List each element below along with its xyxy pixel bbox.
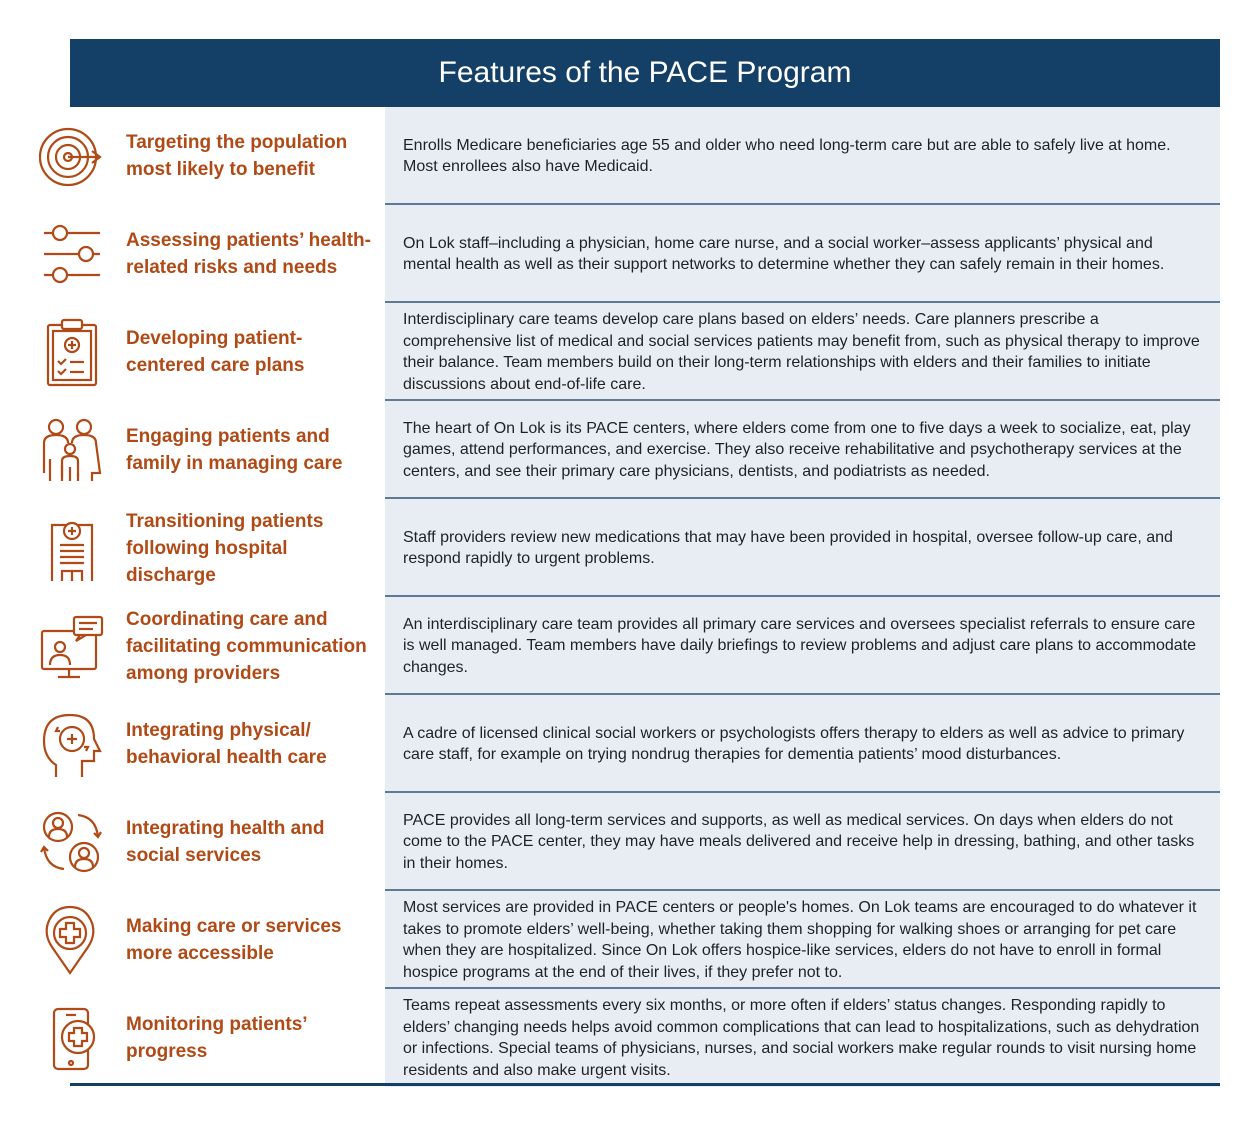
feature-title: Transitioning patients following hospital discharge bbox=[126, 510, 324, 586]
table-row bbox=[70, 499, 1220, 597]
feature-title: Integrating health and social services bbox=[126, 818, 325, 866]
telehealth-icon bbox=[38, 611, 106, 681]
feature-title: Monitoring patients’ progress bbox=[126, 1014, 307, 1062]
feature-title: Developing patient-centered care plans bbox=[126, 328, 305, 376]
feature-description: Interdisciplinary care teams develop care plans based on elders’ needs. Care planners prescribe a comprehensive list of medical and social services patients may benefit from, such as physical therapy to improve their balance. Team members build on their long-term relationships with elders and their families to initiate discussions about end-of-life care. bbox=[403, 311, 1200, 393]
feature-title: Targeting the population most likely to benefit bbox=[126, 132, 348, 180]
table-bottom-rule bbox=[70, 1083, 1220, 1086]
target-icon bbox=[38, 121, 106, 191]
table-row bbox=[70, 401, 1220, 499]
feature-title: Integrating physical/ behavioral health care bbox=[126, 720, 327, 768]
feature-description: On Lok staff–including a physician, home care nurse, and a social worker–assess applicants’ physical and mental health as well as their support networks to determine whether they can safely remain in their homes. bbox=[403, 234, 1165, 273]
table-row bbox=[70, 989, 1220, 1087]
sliders-icon bbox=[38, 219, 106, 289]
feature-title: Engaging patients and family in managing care bbox=[126, 426, 343, 474]
page-title: Features of the PACE Program bbox=[70, 39, 1220, 107]
feature-description: A cadre of licensed clinical social workers or psychologists offers therapy to elders as well as advice to primary care staff, for example on trying nondrug therapies for dementia patients’ mood disturbances. bbox=[403, 724, 1185, 763]
table-row bbox=[70, 597, 1220, 695]
location-cross-icon bbox=[38, 905, 106, 975]
table-row bbox=[70, 303, 1220, 401]
head-health-icon bbox=[38, 709, 106, 779]
feature-description: An interdisciplinary care team provides all primary care services and oversees specialist referrals to ensure care is well managed. Team members have daily briefings to review problems and adjust care plans to accommodate changes. bbox=[403, 615, 1196, 676]
feature-title: Coordinating care and facilitating communication among providers bbox=[126, 608, 367, 684]
table-row bbox=[70, 891, 1220, 989]
feature-description: The heart of On Lok is its PACE centers, where elders come from one to five days a week to socialize, eat, play games, attend performances, and exercise. They also receive rehabilitative and psychotherapy services at the centers, and see their primary care physicians, dentists, and podiatrists as needed. bbox=[403, 419, 1191, 480]
table-row bbox=[70, 107, 1220, 205]
clipboard-icon bbox=[38, 317, 106, 387]
mobile-health-icon bbox=[38, 1003, 106, 1073]
feature-title: Assessing patients’ health-related risks and needs bbox=[126, 230, 371, 278]
feature-description: Most services are provided in PACE centers or people's homes. On Lok teams are encouraged to do whatever it takes to promote elders’ well-being, whether taking them shopping for walking shoes or arranging for pet care when they are hospitalized. Since On Lok offers hospice-like services, elders do not have to enroll in formal hospice programs at the end of their lives, if they prefer not to. bbox=[403, 899, 1197, 981]
feature-title: Making care or services more accessible bbox=[126, 916, 342, 964]
family-icon bbox=[38, 415, 106, 485]
table-row bbox=[70, 205, 1220, 303]
table-row bbox=[70, 695, 1220, 793]
hospital-discharge-icon bbox=[38, 513, 106, 583]
feature-description: PACE provides all long-term services and supports, as well as medical services. On days when elders do not come to the PACE center, they may have meals delivered and receive help in dressing, bathing, and other tasks in their homes. bbox=[403, 811, 1195, 872]
feature-description: Staff providers review new medications that may have been provided in hospital, oversee follow-up care, and respond rapidly to urgent problems. bbox=[403, 528, 1173, 567]
feature-description: Teams repeat assessments every six months, or more often if elders’ status changes. Responding rapidly to elders’ changing needs helps avoid common complications that can lead to hospitalizations, such as dehydration or infections. Special teams of physicians, nurses, and social workers make regular rounds to visit nursing home residents and also make urgent visits. bbox=[403, 997, 1200, 1079]
table-row bbox=[70, 793, 1220, 891]
feature-description: Enrolls Medicare beneficiaries age 55 and older who need long-term care but are able to safely live at home. Most enrollees also have Medicaid. bbox=[403, 136, 1171, 175]
people-exchange-icon bbox=[38, 807, 106, 877]
